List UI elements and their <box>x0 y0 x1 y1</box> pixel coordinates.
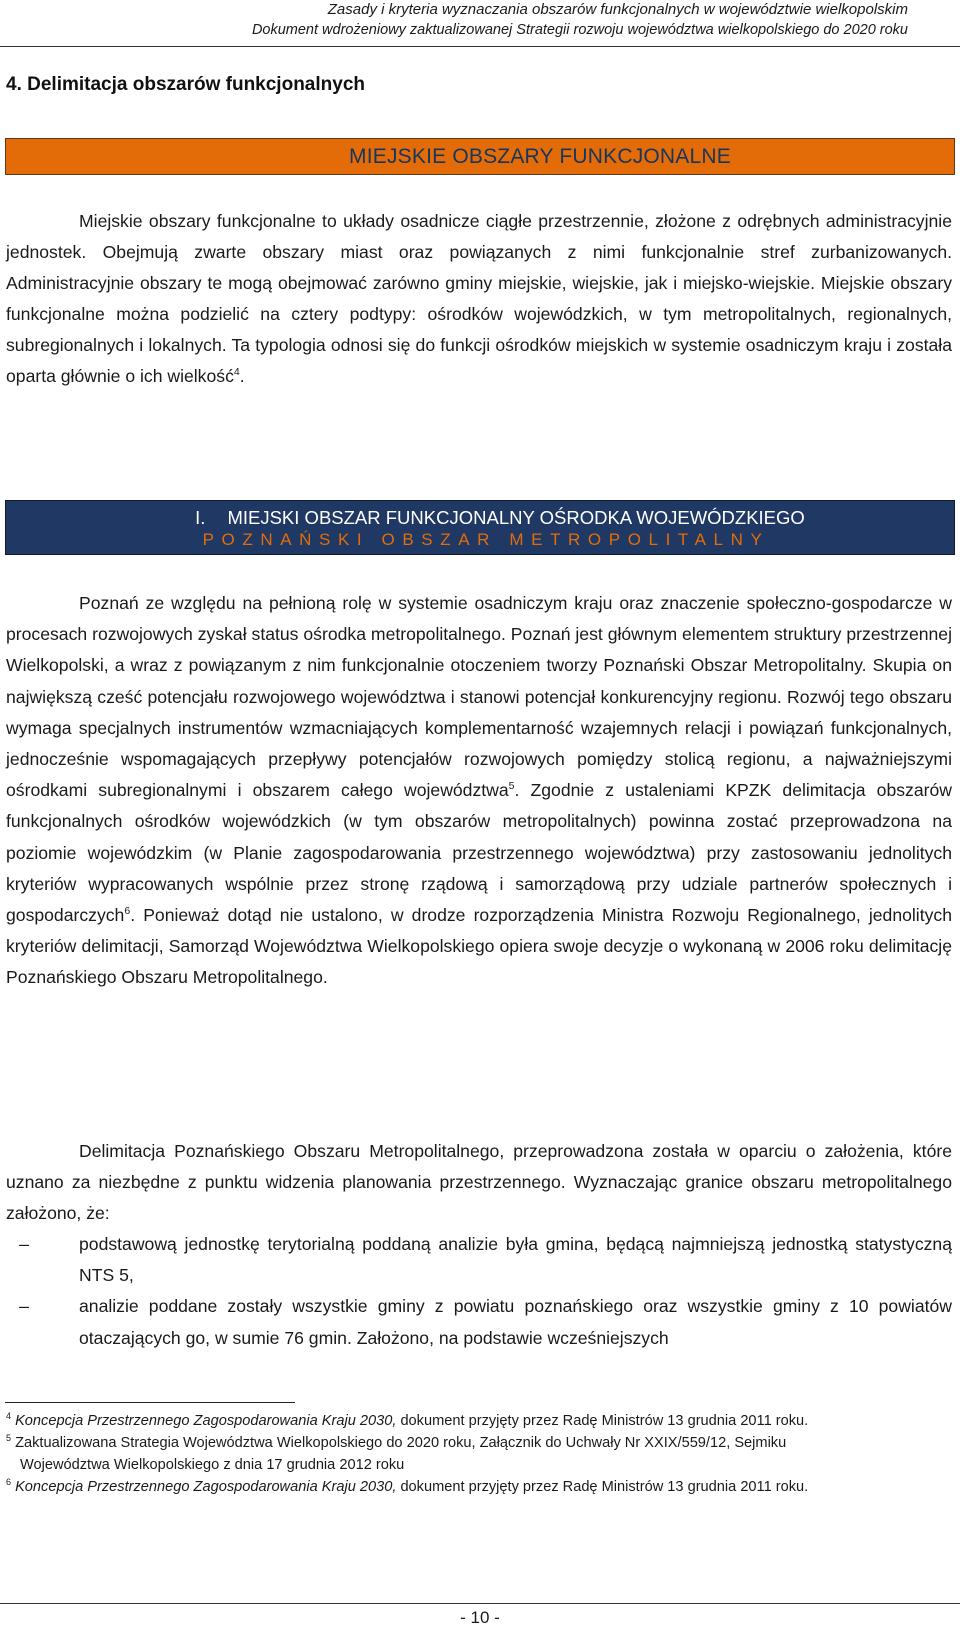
footnote-6: $^6$ Koncepcja Przestrzennego Zagospodarowania Kraju 2030, dokument przyjęty przez Radę Ministrów 13 grudnia 2011 roku. <box>6 1477 809 1495</box>
footnote-5: $^5$ Zaktualizowana Strategia Województwa Wielkopolskiego do 2020 roku, Załącznik do Uchwały Nr XXIX/559/12, Sejmiku <box>6 1433 787 1451</box>
footnote-ref[interactable]: 6 <box>124 905 131 918</box>
body-paragraph-poznan: Poznań ze względu na pełnioną rolę w systemie osadniczym kraju oraz znaczenie społeczno-gospodarcze w procesach rozwojowych zyskał status ośrodka metropolitalnego. Poznań jest głównym elementem struktury przestrzennej Wielkopolski, a wraz z powiązanym z nim funkcjonalnie otoczeniem tworzy Poznański Obszar Metropolitalny. Skupia on największą cześć potencjału rozwojowego województwa i stanowi potencjał konkurencyjny regionu. Rozwój tego obszaru wymaga specjalnych instrumentów wzmacniających komplementarność wzajemnych relacji i powiązań funkcjonalnych, jednocześnie wspomagających przepływy potencjałów rozwojowych pomiędzy stolicą regionu, a najważniejszymi ośrodkami subregionalnymi i obszarem całego województwa$^5$. Zgodnie z ustaleniami KPZK delimitacja obszarów funkcjonalnych ośrodków wojewódzkich (w tym obszarów metropolitalnych) powinna zostać przeprowadzona na poziomie wojewódzkim (w Planie zagospodarowania przestrzennego województwa) przy zastosowaniu jednolitych kryteriów wypracowanych wspólnie przez stronę rządową i samorządową przy udziale partnerów społecznych i gospodarczych$^6$. Ponieważ dotąd nie ustalono, w drodze rozporządzenia Ministra Rozwoju Regionalnego, jednolitych kryteriów delimitacji, Samorząd Województwa Wielkopolskiego opiera swoje decyzje o wykonaną w 2006 roku delimitację Poznańskiego Obszaru Metropolitalnego. <box>6 593 952 988</box>
running-header-subtitle: Dokument wdrożeniowy zaktualizowanej Strategii rozwoju województwa wielkopolskiego do 2020 roku <box>251 22 908 38</box>
footer-divider <box>0 1603 960 1604</box>
list-dash-marker: – <box>19 1234 29 1254</box>
footnote-4: $^4$ Koncepcja Przestrzennego Zagospodarowania Kraju 2030, dokument przyjęty przez Radę Ministrów 13 grudnia 2011 roku. <box>6 1411 809 1429</box>
footnote-separator <box>5 1402 295 1403</box>
body-paragraph-delimitation: Delimitacja Poznańskiego Obszaru Metropolitalnego, przeprowadzona została w oparciu o założenia, które uznano za niezbędne z punktu widzenia planowania przestrzennego. Wyznaczając granice obszaru metropolitalnego założono, że: <box>6 1141 952 1224</box>
subsection-banner-navy <box>5 500 955 555</box>
list-item: – analizie poddane zostały wszystkie gminy z powiatu poznańskiego oraz wszystkie gminy z 10 powiatów otaczających go, w sumie 76 gmin. Założono, na podstawie wcześniejszych <box>6 1291 952 1353</box>
footnote-5-continuation: Województwa Wielkopolskiego z dnia 17 grudnia 2012 roku <box>20 1457 405 1473</box>
list-dash-marker: – <box>19 1296 29 1317</box>
section-banner-orange <box>5 138 955 175</box>
subsection-title: I. MIEJSKI OBSZAR FUNKCJONALNY OŚRODKA WOJEWÓDZKIEGO <box>195 507 805 528</box>
list-item: – podstawową jednostkę terytorialną poddaną analizie była gmina, będącą najmniejszą jednostką statystyczną NTS 5, <box>6 1229 952 1291</box>
running-header-title: Zasady i kryteria wyznaczania obszarów funkcjonalnych w województwie wielkopolskim <box>327 1 908 18</box>
subsection-subtitle: POZNAŃSKI OBSZAR METROPOLITALNY <box>202 530 770 549</box>
footnote-ref[interactable]: 4 <box>233 366 240 379</box>
page-number: - 10 - <box>460 1608 500 1627</box>
header-divider <box>0 46 960 47</box>
footnote-ref[interactable]: 5 <box>508 780 515 793</box>
intro-paragraph: Miejskie obszary funkcjonalne to układy osadnicze ciągłe przestrzennie, złożone z odrębnych administracyjnie jednostek. Obejmują zwarte obszary miast oraz powiązanych z nimi funkcjonalnie stref zurbanizowanych. Administracyjnie obszary te mogą obejmować zarówno gminy miejskie, wiejskie, jak i miejsko-wiejskie. Miejskie obszary funkcjonalne można podzielić na cztery podtypy: ośrodków wojewódzkich, w tym metropolitalnych, regionalnych, subregionalnych i lokalnych. Ta typologia odnosi się do funkcji ośrodków miejskich w systemie osadniczym kraju i została oparta głównie o ich wielkość$^4$. <box>6 211 952 386</box>
section-banner-title: MIEJSKIE OBSZARY FUNKCJONALNE <box>349 144 731 168</box>
chapter-heading: 4. Delimitacja obszarów funkcjonalnych <box>6 74 365 95</box>
assumptions-list <box>6 1229 952 1354</box>
